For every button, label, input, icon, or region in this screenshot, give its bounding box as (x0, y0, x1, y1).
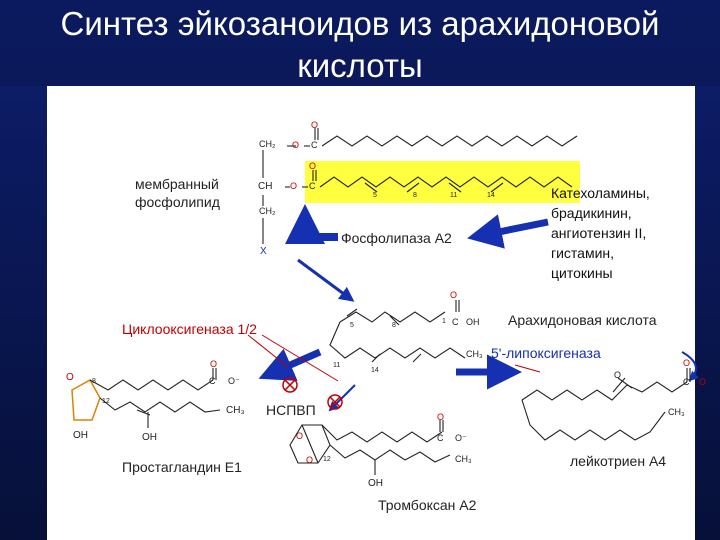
pge1-o-carbonyl: O (210, 359, 218, 369)
chem-ch: CH (258, 181, 273, 192)
txa2-oh: OH (368, 478, 383, 489)
chem-o-carbonyl2: O (309, 161, 317, 171)
aa-num-11: 11 (333, 362, 341, 369)
pge1-num-8: 8 (92, 378, 96, 385)
num-11: 11 (450, 192, 458, 199)
pge1-label: Простагландин Е1 (122, 459, 242, 475)
aa-num-1: 1 (442, 318, 446, 325)
activator-item: ангиотензин II, (551, 225, 647, 241)
chem-c-ester1: C (311, 140, 318, 150)
txa2-label: Тромбоксан А2 (378, 497, 477, 513)
chem-ch2-bottom: CH₂ (259, 206, 276, 216)
lta4-ch3: CH₃ (668, 407, 685, 417)
txa2-o-carbonyl: O (437, 412, 445, 422)
activator-item: брадикинин, (551, 205, 632, 221)
pge1-ch3: CH₃ (226, 405, 245, 416)
chem-o-carbonyl1: O (311, 120, 319, 130)
aa-num-8: 8 (392, 322, 396, 329)
activator-item: цитокины (551, 265, 613, 281)
pla2-label: Фосфолипаза А2 (341, 230, 452, 246)
txa2-o-2: O (306, 455, 314, 465)
txa2-o-1: O (296, 431, 304, 441)
lta4-label: лейкотриен А4 (570, 453, 667, 469)
slide-title-line1: Синтез эйкозаноидов из арахидоновой (60, 5, 660, 42)
aa-num-14: 14 (371, 367, 379, 374)
lta4-o-carbonyl: O (683, 358, 691, 368)
acyl-chain-highlight (305, 161, 580, 203)
thromboxane-a2-structure (290, 420, 450, 475)
aa-num-5: 5 (350, 322, 354, 329)
num-14: 14 (487, 192, 495, 199)
pge1-o-ketone: O (66, 372, 74, 383)
aa-o-carbonyl: O (450, 290, 458, 300)
chem-c-ester2: C (309, 181, 316, 191)
activator-item: Катехоламины, (551, 185, 650, 201)
aa-c: C (452, 317, 459, 327)
to-arachidonic-arrow (298, 260, 352, 300)
activators-arrow (474, 222, 548, 237)
pge1-oh-ring: OH (73, 430, 88, 441)
chem-ch2-top: CH₂ (259, 139, 276, 149)
num-8: 8 (413, 192, 417, 199)
lox-label: 5'-липоксигеназа (491, 345, 601, 361)
pla2-arrow (305, 212, 338, 237)
arachidonic-acid-structure (330, 300, 465, 362)
txa2-arrow (330, 385, 355, 410)
txa2-ch3: CH₃ (455, 454, 472, 464)
membrane-label: мембранный (135, 176, 219, 192)
aa-oh: OH (466, 317, 480, 327)
num-5: 5 (373, 192, 377, 199)
lta4-c: C (683, 377, 690, 387)
activators-list (551, 183, 650, 283)
txa2-num-12: 12 (323, 456, 331, 463)
arachidonic-acid-label: Арахидоновая кислота (508, 312, 657, 328)
pge1-num-12: 12 (102, 398, 110, 405)
txa2-c: C (437, 433, 444, 443)
phospholipid-label: фосфолипид (135, 194, 220, 210)
pge1-c: C (209, 376, 216, 386)
txa2-o-minus: O⁻ (455, 433, 467, 443)
chem-x-head: X (260, 246, 267, 257)
activator-item: гистамин, (551, 245, 615, 261)
slide-title-line2: кислоты (297, 47, 423, 84)
lta4-o-epoxide: O (614, 370, 622, 380)
lta4-o-minus: O (699, 377, 707, 387)
nsaid-label: НСПВП (266, 402, 316, 418)
chem-o-ester1: O (292, 140, 300, 150)
leukotriene-a4-structure (522, 368, 690, 440)
prostaglandin-e1-structure (72, 368, 220, 428)
pge1-oh-chain: OH (142, 432, 157, 443)
cox-label: Циклооксигеназа 1/2 (122, 321, 257, 337)
aa-ch3: CH₃ (466, 349, 483, 359)
chem-o-ester2: O (290, 181, 298, 191)
pge1-o-minus: O⁻ (228, 376, 240, 386)
